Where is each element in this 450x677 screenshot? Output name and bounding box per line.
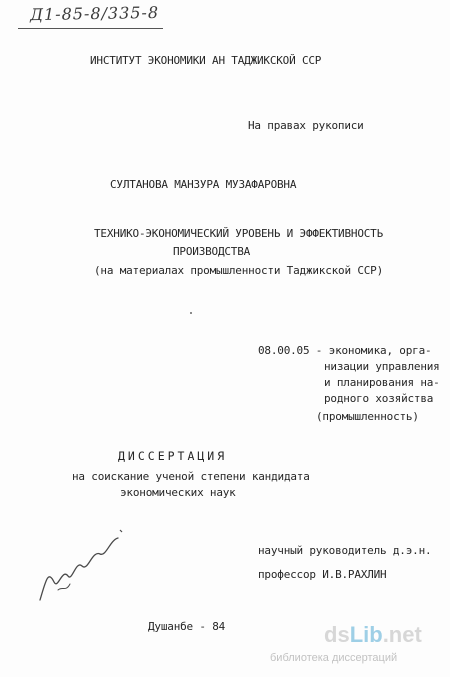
dissertation-line-2: экономических наук [120,486,236,499]
dslib-watermark [270,622,445,672]
stray-dot [190,312,192,314]
specialty-line-3: и планирования на- [324,376,440,389]
rights-note: На правах рукописи [248,119,364,132]
title-line-1: ТЕХНИКО-ЭКОНОМИЧЕСКИЙ УРОВЕНЬ И ЭФФЕКТИВНОСТЬ [94,227,384,240]
specialty-code: 08.00.05 - экономика, орга- [258,344,432,357]
title-line-2: ПРОИЗВОДСТВА [173,245,251,258]
handwritten-code: Д1-85-8/335-8 [29,2,160,25]
title-line-3: (на материалах промышленности Таджикской ССР) [94,264,384,277]
dissertation-line-1: на соискание ученой степени кандидата [72,470,310,483]
advisor-line-1: научный руководитель д.э.н. [258,544,432,557]
author-name: СУЛТАНОВА МАНЗУРА МУЗАФАРОВНА [110,178,297,191]
place-year: Душанбе - 84 [148,620,226,633]
signature-scribble [28,520,138,610]
handwritten-underline [18,28,163,29]
advisor-line-2: профессор И.В.РАХЛИН [258,568,387,581]
specialty-line-5: (промышленность) [316,410,419,423]
watermark-subtitle: библиотека диссертаций [270,652,398,664]
specialty-line-2: низации управления [324,360,440,373]
specialty-line-4: родного хозяйства [324,392,434,405]
institute-name: ИНСТИТУТ ЭКОНОМИКИ АН ТАДЖИКСКОЙ ССР [90,54,322,67]
dissertation-label: ДИССЕРТАЦИЯ [118,449,228,463]
watermark-logo: dsLib.net [324,622,422,647]
